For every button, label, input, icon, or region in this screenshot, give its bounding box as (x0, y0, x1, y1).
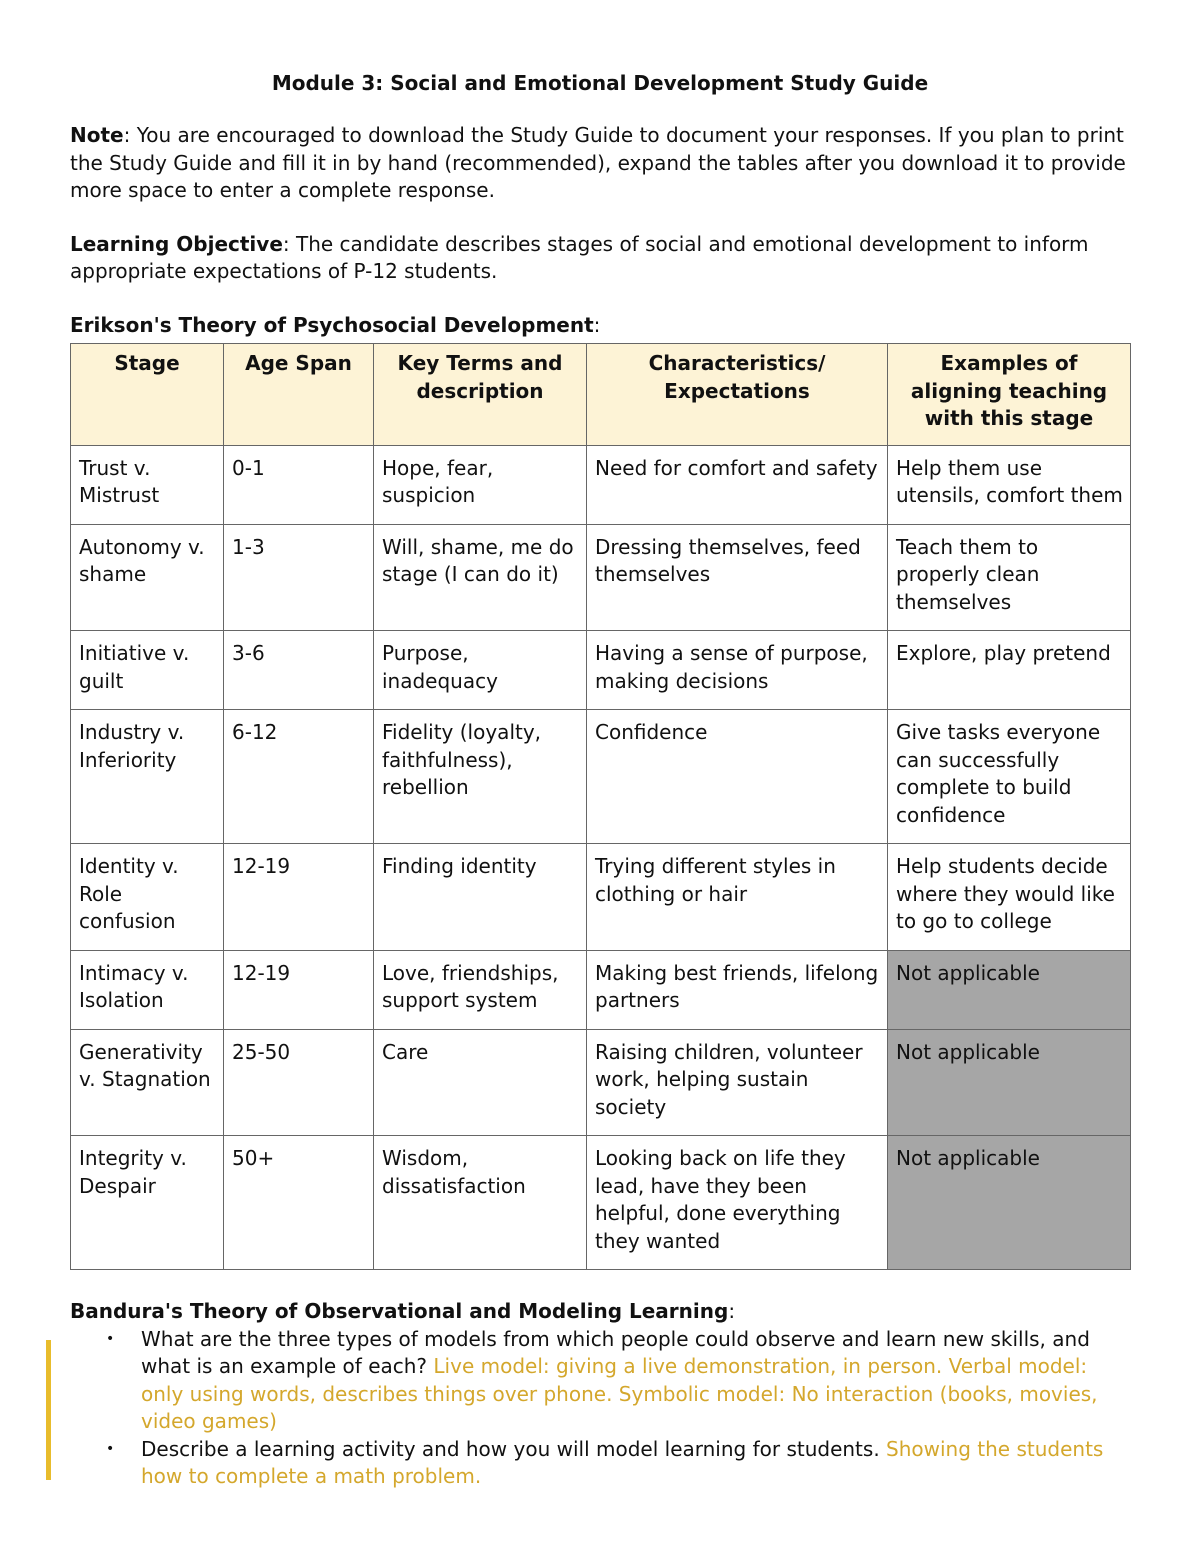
age-span-cell: 12-19 (224, 950, 374, 1029)
answer-text: Live model: giving a live demonstration, in person. Verbal model: only using words, describes things over phone. Symbolic model: No interaction (books, movies, video games) (141, 1354, 1098, 1433)
page-title: Module 3: Social and Emotional Development Study Guide (271, 71, 929, 95)
examples-cell: Give tasks everyone can successfully complete to build confidence (888, 710, 1131, 844)
age-span-cell: 6-12 (224, 710, 374, 844)
key-terms-cell: Hope, fear, suspicion (374, 445, 587, 524)
stage-cell: Generativity v. Stagnation (71, 1029, 224, 1136)
erikson-heading-text: Erikson's Theory of Psychosocial Development (70, 312, 594, 337)
learning-objective-label: Learning Objective (70, 231, 283, 256)
bandura-heading-text: Bandura's Theory of Observational and Modeling Learning (70, 1299, 729, 1323)
stage-cell: Integrity v. Despair (71, 1136, 224, 1270)
column-header-examples: Examples of aligning teaching with this stage (888, 344, 1131, 446)
examples-cell: Help students decide where they would like to go to college (888, 844, 1131, 951)
table-row (71, 445, 1131, 524)
examples-cell: Help them use utensils, comfort them (888, 445, 1131, 524)
erikson-heading (70, 312, 1130, 340)
table-row (71, 524, 1131, 631)
answer-accent-bar (46, 1340, 51, 1480)
characteristics-cell: Looking back on life they lead, have they been helpful, done everything they wanted (587, 1136, 888, 1270)
stage-cell: Identity v. Role confusion (71, 844, 224, 951)
stage-cell: Industry v. Inferiority (71, 710, 224, 844)
erikson-stages-table (70, 343, 1131, 1270)
note-paragraph (70, 122, 1130, 205)
note-label: Note (70, 123, 124, 147)
age-span-cell: 1-3 (224, 524, 374, 631)
age-span-cell: 50+ (224, 1136, 374, 1270)
key-terms-cell: Finding identity (374, 844, 587, 951)
column-header-key-terms: Key Terms and description (374, 344, 587, 446)
examples-cell-not-applicable: Not applicable (888, 1136, 1131, 1270)
table-row (71, 1136, 1131, 1270)
table-header-row (71, 344, 1131, 446)
column-header-stage: Stage (71, 344, 224, 446)
characteristics-cell: Making best friends, lifelong partners (587, 950, 888, 1029)
stage-cell: Trust v. Mistrust (71, 445, 224, 524)
question-text: Describe a learning activity and how you will model learning for students. (141, 1436, 880, 1461)
column-header-characteristics: Characteristics/ Expectations (587, 344, 888, 446)
age-span-cell: 3-6 (224, 631, 374, 710)
characteristics-cell: Confidence (587, 710, 888, 844)
note-text: : You are encouraged to download the Study Guide to document your responses. If you plan to print the Study Guide and fill it in by hand (recommended), expand the tables after you download it to provide more space to enter a complete response. (70, 123, 1126, 202)
key-terms-cell: Love, friendships, support system (374, 950, 587, 1029)
age-span-cell: 12-19 (224, 844, 374, 951)
bullet-icon: • (106, 1440, 115, 1457)
bandura-heading (70, 1298, 1130, 1326)
examples-cell-not-applicable: Not applicable (888, 1029, 1131, 1136)
key-terms-cell: Will, shame, me do stage (I can do it) (374, 524, 587, 631)
characteristics-cell: Dressing themselves, feed themselves (587, 524, 888, 631)
characteristics-cell: Need for comfort and safety (587, 445, 888, 524)
bandura-section (70, 1298, 1130, 1491)
column-header-age-span: Age Span (224, 344, 374, 446)
stage-cell: Intimacy v. Isolation (71, 950, 224, 1029)
question-text: What are the three types of models from which people could observe and learn new skills, and what is an example of each? (141, 1326, 1090, 1378)
bullet-icon: • (106, 1330, 115, 1347)
answer-text: Showing the students how to complete a math problem. (141, 1436, 1104, 1488)
list-item (70, 1326, 1130, 1436)
key-terms-cell: Care (374, 1029, 587, 1136)
bandura-heading-suffix: : (728, 1299, 736, 1323)
characteristics-cell: Raising children, volunteer work, helping sustain society (587, 1029, 888, 1136)
learning-objective-text: : The candidate describes stages of social and emotional development to inform appropriate expectations of P-12 students. (70, 231, 1089, 283)
age-span-cell: 0-1 (224, 445, 374, 524)
table-row (71, 844, 1131, 951)
examples-cell-not-applicable: Not applicable (888, 950, 1131, 1029)
table-row (71, 950, 1131, 1029)
erikson-heading-suffix: : (593, 312, 601, 337)
examples-cell: Explore, play pretend (888, 631, 1131, 710)
table-row (71, 1029, 1131, 1136)
stage-cell: Autonomy v. shame (71, 524, 224, 631)
age-span-cell: 25-50 (224, 1029, 374, 1136)
table-row (71, 710, 1131, 844)
bandura-question-list (70, 1326, 1130, 1491)
key-terms-cell: Purpose, inadequacy (374, 631, 587, 710)
learning-objective-paragraph (70, 231, 1130, 286)
examples-cell: Teach them to properly clean themselves (888, 524, 1131, 631)
characteristics-cell: Trying different styles in clothing or hair (587, 844, 888, 951)
stage-cell: Initiative v. guilt (71, 631, 224, 710)
study-guide-page (70, 68, 1130, 1491)
characteristics-cell: Having a sense of purpose, making decisions (587, 631, 888, 710)
table-row (71, 631, 1131, 710)
key-terms-cell: Fidelity (loyalty, faithfulness), rebellion (374, 710, 587, 844)
list-item (70, 1436, 1130, 1491)
key-terms-cell: Wisdom, dissatisfaction (374, 1136, 587, 1270)
